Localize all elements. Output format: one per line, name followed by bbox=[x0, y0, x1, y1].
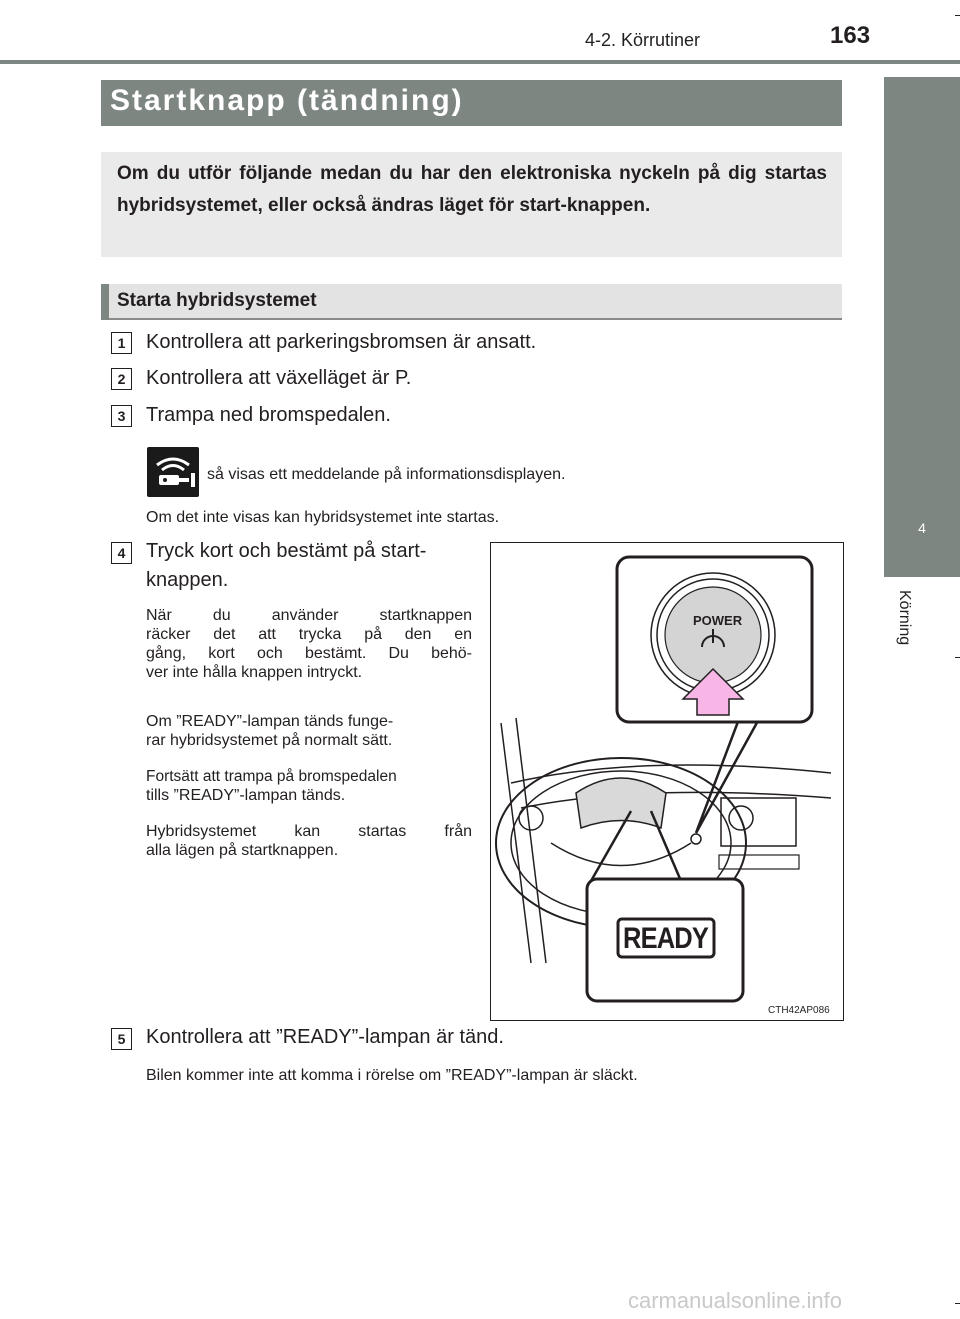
header-rule bbox=[0, 60, 960, 64]
note-line: räcker det att trycka på den en bbox=[146, 626, 472, 643]
step-4-text-line2: knappen. bbox=[146, 569, 229, 591]
intro-text: Om du utför följande medan du har den elektroniska nyckeln på dig startas hybridsystemet, eller också ändras läget för start-knappen. bbox=[117, 163, 827, 216]
step-1-text: Kontrollera att parkeringsbromsen är ansatt. bbox=[146, 331, 537, 353]
page-number: 163 bbox=[830, 22, 871, 49]
chapter-label: Körning bbox=[896, 590, 913, 646]
note-line: tills ”READY”-lampan tänds. bbox=[146, 787, 346, 804]
chapter-side-tab bbox=[884, 77, 960, 577]
crop-mark bbox=[955, 15, 960, 16]
step-badge-1: 1 bbox=[111, 332, 132, 354]
note-line: gång, kort och bestämt. Du behö- bbox=[146, 645, 472, 662]
step-4-note-2 bbox=[146, 712, 472, 750]
note-line: Fortsätt att trampa på bromspedalen bbox=[146, 768, 397, 785]
step-5-note: Bilen kommer inte att komma i rörelse om ”READY”-lampan är släckt. bbox=[146, 1067, 638, 1084]
step-badge-4: 4 bbox=[111, 542, 132, 564]
note-line: Hybridsystemet kan startas från bbox=[146, 823, 472, 840]
power-label: POWER bbox=[693, 613, 743, 628]
step-badge-5: 5 bbox=[111, 1028, 132, 1050]
watermark-text: carmanualsonline.info bbox=[628, 1288, 843, 1313]
step-3-icon-note: så visas ett meddelande på informationsdisplayen. bbox=[207, 466, 566, 483]
crop-mark bbox=[955, 657, 960, 658]
key-indicator-icon bbox=[147, 447, 199, 497]
step-4-note-4 bbox=[146, 822, 472, 860]
note-line: Om ”READY”-lampan tänds funge- bbox=[146, 713, 394, 730]
note-line: När du använder startknappen bbox=[146, 607, 472, 624]
page-title: Startknapp (tändning) bbox=[110, 84, 464, 117]
step-badge-2: 2 bbox=[111, 368, 132, 390]
section-header-accent bbox=[101, 284, 109, 320]
illustration-code: CTH42AP086 bbox=[768, 1005, 830, 1016]
step-badge-3: 3 bbox=[111, 405, 132, 427]
step-3-note: Om det inte visas kan hybridsystemet inte startas. bbox=[146, 509, 500, 526]
chapter-number: 4 bbox=[918, 520, 926, 536]
running-header-section: 4-2. Körrutiner bbox=[585, 30, 701, 50]
power-button-illustration bbox=[490, 542, 844, 1021]
step-4-note-1 bbox=[146, 606, 472, 682]
section-title: Starta hybridsystemet bbox=[117, 290, 317, 311]
step-3-text: Trampa ned bromspedalen. bbox=[146, 404, 391, 426]
note-line: rar hybridsystemet på normalt sätt. bbox=[146, 732, 393, 749]
note-line: ver inte hålla knappen intryckt. bbox=[146, 664, 363, 681]
step-2-text: Kontrollera att växelläget är P. bbox=[146, 367, 412, 389]
ready-label: READY bbox=[623, 922, 709, 955]
step-4-note-3 bbox=[146, 767, 472, 805]
note-line: alla lägen på startknappen. bbox=[146, 842, 339, 859]
step-4-text-line1: Tryck kort och bestämt på start- bbox=[146, 540, 427, 562]
step-5-text: Kontrollera att ”READY”-lampan är tänd. bbox=[146, 1026, 504, 1048]
crop-mark bbox=[955, 1303, 960, 1304]
